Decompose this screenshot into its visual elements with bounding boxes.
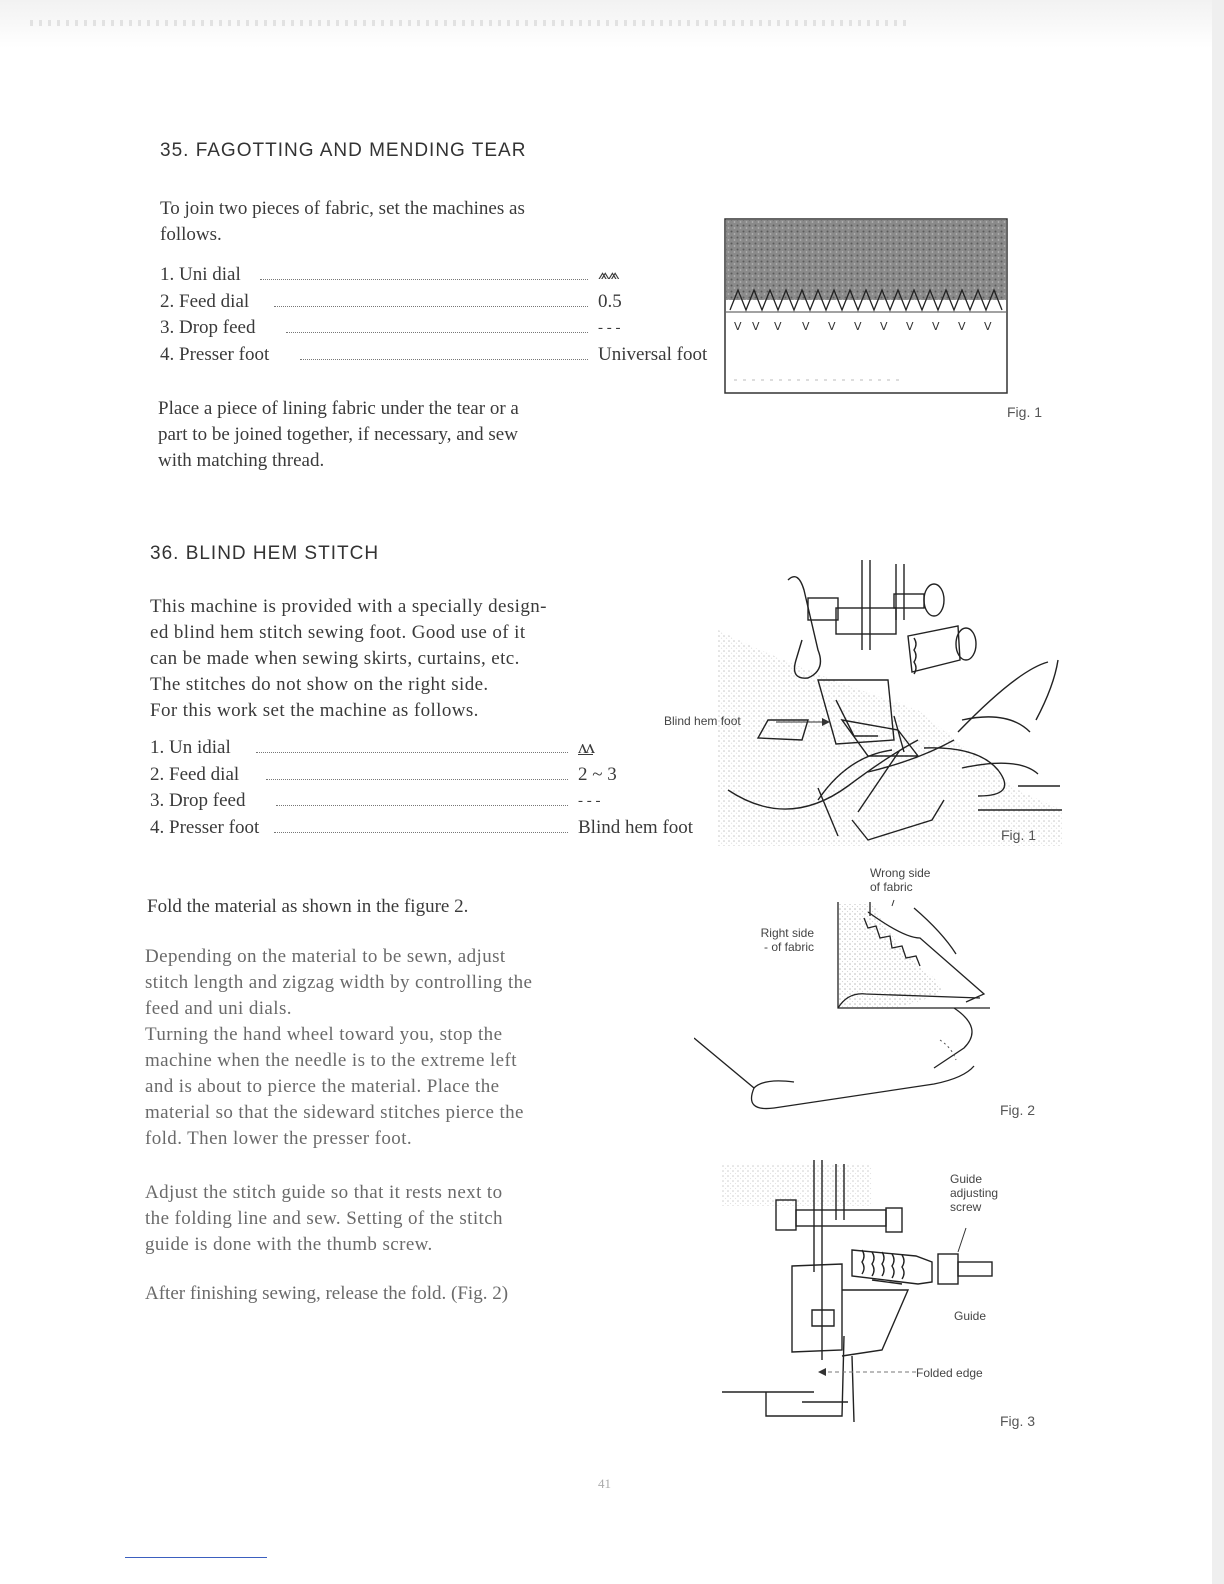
svg-text:V: V — [774, 320, 782, 333]
setting-value-uni-dial-glyph: ⩕⩕ — [598, 267, 618, 283]
text-line: To join two pieces of fabric, set the machines as — [160, 198, 525, 219]
svg-text:V: V — [802, 320, 810, 333]
text-line: material so that the sideward stitches pierce the — [145, 1102, 524, 1123]
svg-text:V: V — [984, 320, 992, 333]
guide-adjusting-screw-label — [950, 1172, 998, 1214]
setting-label: 2. Feed dial — [150, 763, 240, 785]
setting-label: 4. Presser foot — [160, 343, 270, 365]
svg-text:V: V — [854, 320, 862, 333]
setting-row — [150, 815, 694, 842]
section-35-body — [158, 396, 618, 474]
setting-label: 1. Uni dial — [160, 264, 241, 285]
setting-value: - - - — [598, 320, 621, 336]
page-number: 41 — [598, 1476, 611, 1491]
setting-value: 0.5 — [598, 290, 622, 312]
setting-label: 2. Feed dial — [160, 290, 250, 312]
text-line: Turning the hand wheel toward you, stop the — [145, 1024, 503, 1045]
svg-text:V: V — [828, 320, 836, 333]
text-line: with matching thread. — [158, 450, 325, 471]
section-36-settings — [150, 735, 694, 841]
setting-row — [150, 762, 617, 789]
setting-value: - - - — [578, 793, 601, 809]
text-line: follows. — [160, 224, 222, 245]
text-line: This machine is provided with a specially design- — [150, 596, 547, 617]
text-line: fold. Then lower the presser foot. — [145, 1128, 413, 1149]
text-line: stitch length and zigzag width by controlling the — [145, 972, 533, 993]
svg-text:V: V — [932, 320, 940, 333]
fig-1-caption: Fig. 1 — [1007, 404, 1043, 420]
section-36-intro — [150, 594, 600, 724]
callout-line: of fabric — [870, 880, 913, 894]
svg-text:V: V — [880, 320, 888, 333]
blind-hem-foot-label: Blind hem foot — [664, 714, 741, 728]
setting-label: 3. Drop feed — [150, 790, 246, 811]
setting-label: 4. Presser foot — [150, 816, 260, 838]
wrong-side-label — [870, 866, 930, 894]
adjust-paragraph — [145, 944, 591, 1152]
text-line: The stitches do not show on the right side. — [150, 674, 489, 695]
section-36-title: 36. BLIND HEM STITCH — [150, 543, 380, 564]
svg-text:V: V — [906, 320, 914, 333]
callout-line: Right side — [760, 926, 814, 940]
text-line: Depending on the material to be sewn, adjust — [145, 946, 506, 967]
setting-value: Blind hem foot — [578, 816, 694, 838]
setting-row — [160, 342, 708, 369]
final-instruction: After finishing sewing, release the fold. (Fig. 2) — [145, 1283, 509, 1304]
fig-2-caption: Fig. 2 — [1000, 1102, 1036, 1118]
scan-right-edge — [1212, 0, 1224, 1584]
fagotting-stitch-illustration — [724, 218, 1008, 394]
text-line: ed blind hem stitch sewing foot. Good use of it — [150, 622, 526, 643]
fig-1-caption-blind-hem: Fig. 1 — [1001, 827, 1037, 843]
section-35-intro — [160, 196, 620, 248]
setting-label: 3. Drop feed — [160, 317, 256, 338]
callout-line: - of fabric — [763, 940, 814, 954]
text-line: machine when the needle is to the extreme left — [145, 1050, 517, 1071]
text-line: part to be joined together, if necessary, and sew — [158, 424, 518, 445]
blind-hem-foot-illustration — [718, 560, 1062, 846]
section-35-title: 35. FAGOTTING AND MENDING TEAR — [160, 140, 527, 161]
fig-3-caption: Fig. 3 — [1000, 1413, 1036, 1429]
setting-row — [160, 262, 618, 289]
folded-edge-label: Folded edge — [916, 1366, 983, 1380]
svg-text:V: V — [734, 320, 742, 333]
stitch-guide-paragraph — [145, 1180, 591, 1258]
setting-row — [150, 735, 593, 762]
setting-value: 2 ~ 3 — [578, 763, 617, 785]
fold-instruction: Fold the material as shown in the figure 2. — [147, 896, 469, 917]
setting-value: Universal foot — [598, 343, 708, 365]
footer-rule — [125, 1557, 267, 1558]
text-line: and is about to pierce the material. Place the — [145, 1076, 500, 1097]
svg-text:V: V — [752, 320, 760, 333]
setting-label: 1. Un idial — [150, 737, 231, 758]
section-35-settings — [160, 262, 708, 368]
text-line: guide is done with the thumb screw. — [145, 1234, 433, 1255]
callout-line: Wrong side — [870, 866, 931, 880]
scan-top-band — [0, 0, 1224, 48]
guide-label: Guide — [954, 1309, 987, 1323]
setting-row — [160, 289, 622, 316]
setting-row — [150, 788, 601, 815]
scan-noise — [30, 20, 910, 26]
text-line: Place a piece of lining fabric under the tear or a — [158, 398, 519, 419]
setting-row — [160, 315, 621, 342]
text-line: For this work set the machine as follows. — [150, 700, 479, 721]
text-line: feed and uni dials. — [145, 998, 292, 1019]
svg-text:V: V — [958, 320, 966, 333]
callout-line: adjusting — [950, 1186, 999, 1200]
setting-value-uni-dial-glyph: ᴧᴧ — [578, 737, 593, 758]
text-line: can be made when sewing skirts, curtains, etc. — [150, 648, 520, 669]
callout-line: screw — [950, 1200, 982, 1214]
fold-material-illustration — [694, 898, 994, 1114]
text-line: Adjust the stitch guide so that it rests next to — [145, 1182, 503, 1203]
callout-line: Guide — [950, 1172, 983, 1186]
text-line: the folding line and sew. Setting of the stitch — [145, 1208, 503, 1229]
